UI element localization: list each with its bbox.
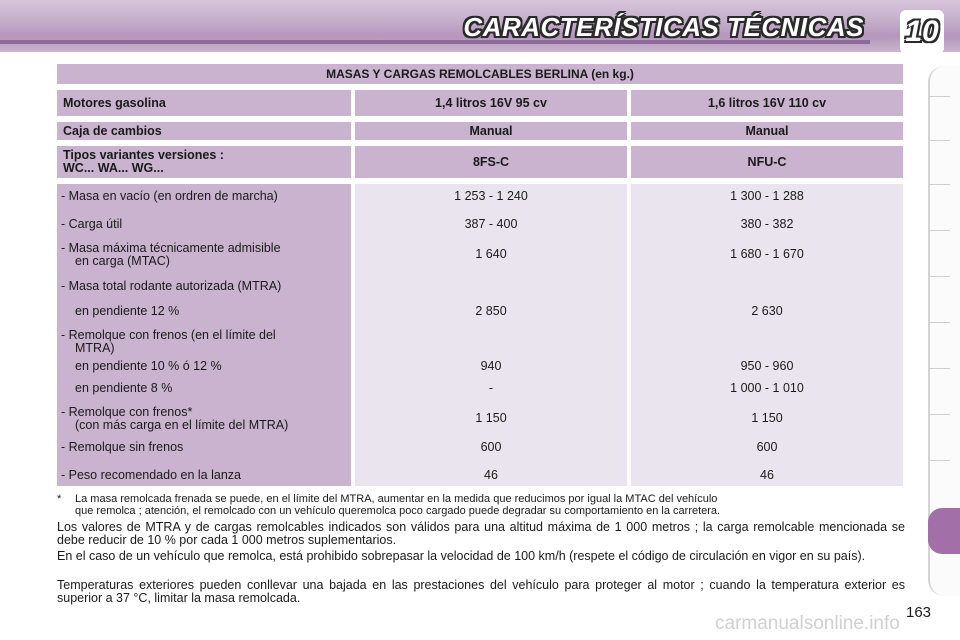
towing-masses-table [57, 64, 903, 486]
row-label [57, 146, 351, 178]
table-title: MASAS Y CARGAS REMOLCABLES BERLINA (en kg.) [57, 64, 903, 84]
tab-divider [928, 184, 950, 185]
table-row-label: en pendiente 10 % ó 12 % [75, 359, 222, 373]
table-cell: 1 253 - 1 240 [454, 189, 528, 203]
table-row-label-cont: MTRA) [75, 341, 115, 355]
table-cell: 2 850 [475, 304, 507, 318]
footnote-line: que remolca ; atención, el remolcado con un vehículo queremolca poco cargado puede degradar su comportamiento en la carretera. [75, 505, 721, 517]
engine-2-values [631, 184, 903, 486]
table-cell: 1 000 - 1 010 [730, 381, 804, 395]
table-cell: 940 [480, 359, 502, 373]
version-type-2: NFU-C [631, 146, 903, 178]
table-cell: 1 640 [475, 247, 507, 261]
table-cell: 1 300 - 1 288 [730, 189, 804, 203]
gearbox-1: Manual [355, 122, 627, 140]
table-row-label: en pendiente 12 % [75, 304, 180, 318]
table-header-row [57, 146, 903, 178]
version-type-1: 8FS-C [355, 146, 627, 178]
table-cell: 380 - 382 [740, 217, 794, 231]
table-row-label-cont: en carga (MTAC) [75, 254, 170, 268]
row-label-line: Tipos variantes versiones : [63, 148, 224, 162]
tab-divider [928, 322, 950, 323]
table-cell: 950 - 960 [740, 359, 794, 373]
gearbox-2: Manual [631, 122, 903, 140]
table-cell: 600 [756, 440, 778, 454]
row-label: Caja de cambios [57, 122, 351, 140]
table-cell: 1 680 - 1 670 [730, 247, 804, 261]
engine-2-header: 1,6 litros 16V 110 cv [631, 90, 903, 116]
engine-1-header: 1,4 litros 16V 95 cv [355, 90, 627, 116]
table-row-label: - Remolque sin frenos [61, 440, 184, 454]
tab-divider [928, 368, 950, 369]
table-row-label: - Masa máxima técnicamente admisible [61, 241, 281, 255]
table-cell: 46 [484, 468, 498, 482]
table-row-label: - Masa en vacío (en ordren de marcha) [61, 189, 278, 203]
chapter-number-badge: 10 [900, 10, 944, 54]
page-title: CARACTERÍSTICAS TÉCNICAS [463, 12, 864, 42]
engine-1-values [355, 184, 627, 486]
table-row-label: en pendiente 8 % [75, 381, 173, 395]
tab-divider [928, 460, 950, 461]
tab-divider [928, 230, 950, 231]
row-label-line: WC... WA... WG... [63, 161, 164, 175]
active-chapter-tab[interactable] [928, 508, 960, 554]
watermark: carmanualsonline.info [715, 613, 900, 634]
table-row-label: - Carga útil [61, 217, 123, 231]
row-label: Motores gasolina [57, 90, 351, 116]
tab-divider [928, 414, 950, 415]
table-row-label-cont: (con más carga en el límite del MTRA) [75, 418, 289, 432]
table-cell: - [488, 381, 494, 395]
tab-divider [928, 140, 950, 141]
table-body [57, 184, 903, 486]
table-cell: 1 150 [751, 411, 783, 425]
table-row-label: - Remolque con frenos* [61, 405, 193, 419]
table-row-label: - Masa total rodante autorizada (MTRA) [61, 279, 282, 293]
tab-divider [928, 276, 950, 277]
footnote-marker: * [57, 493, 62, 505]
table-row-label: - Peso recomendado en la lanza [61, 468, 241, 482]
table-header-row [57, 122, 903, 140]
footnote-line: La masa remolcada frenada se puede, en el límite del MTRA, aumentar en la medida que reducimos por igual la MTAC del vehículo [75, 493, 718, 505]
label-column [57, 184, 351, 486]
footnote [57, 493, 905, 517]
paragraph-altitude: Los valores de MTRA y de cargas remolcables indicados son válidos para una altitud máxima de 1 000 metros ; la carga remolcable mencionada se debe reducir de 10 % por cada 1 000 metros suplementarios. [57, 520, 905, 547]
table-row-label: - Remolque con frenos (en el límite del [61, 328, 276, 342]
paragraph-temperature: Temperaturas exteriores pueden conllevar una bajada en las prestaciones del vehículo para proteger al motor ; cuando la temperatura exterior es superior a 37 °C, limitar la masa remolcada. [57, 578, 905, 605]
table-cell: 600 [480, 440, 502, 454]
table-header-row [57, 90, 903, 116]
tab-divider [928, 96, 950, 97]
table-cell: 46 [760, 468, 774, 482]
table-cell: 1 150 [475, 411, 507, 425]
table-cell: 387 - 400 [464, 217, 518, 231]
paragraph-speed-limit: En el caso de un vehículo que remolca, está prohibido sobrepasar la velocidad de 100 km/h (respete el código de circulación en vigor en su país). [57, 549, 866, 563]
table-cell: 2 630 [751, 304, 783, 318]
page-number: 163 [906, 604, 932, 621]
